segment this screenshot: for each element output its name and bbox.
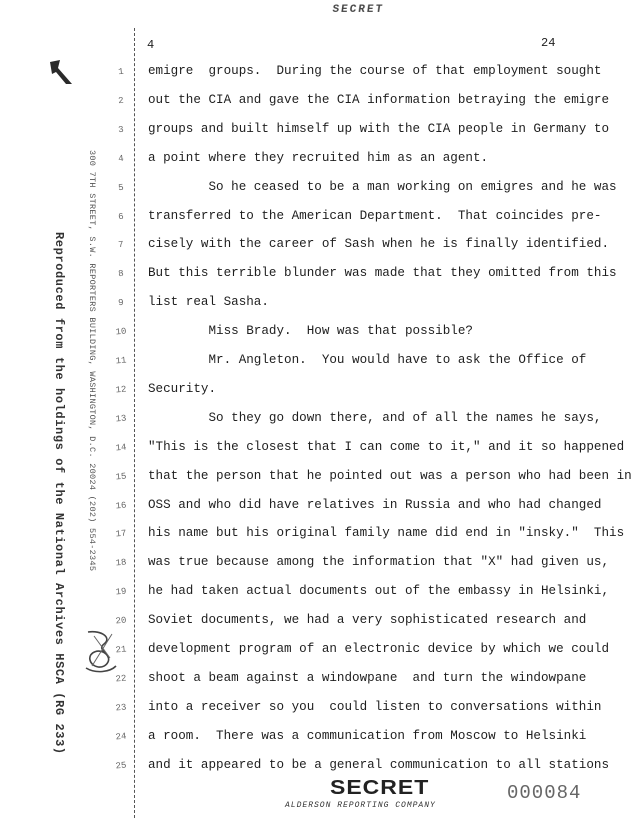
page-number: 24 bbox=[541, 36, 556, 50]
line-number: 23 bbox=[115, 702, 127, 714]
line-number: 8 bbox=[117, 269, 125, 280]
line-number: 10 bbox=[115, 326, 127, 338]
transcript-line: development program of an electronic device by which we could bbox=[148, 642, 610, 656]
transcript-line: a room. There was a communication from Moscow to Helsinki bbox=[148, 728, 587, 743]
transcript-line: emigre groups. During the course of that employment sought bbox=[148, 64, 602, 78]
left-margin-line bbox=[134, 28, 135, 818]
transcript-line: Miss Brady. How was that possible? bbox=[148, 324, 473, 339]
line-number: 11 bbox=[115, 355, 127, 367]
line-number: 24 bbox=[115, 731, 127, 743]
transcript-line: Mr. Angleton. You would have to ask the Office of bbox=[148, 353, 587, 367]
line-number: 4 bbox=[117, 153, 125, 164]
transcript-line: was true because among the information that "X" had given us, bbox=[148, 555, 610, 570]
line-number: 6 bbox=[117, 211, 125, 222]
top-classification-stamp: SECRET bbox=[331, 4, 385, 16]
reproduction-notice: Reproduced from the holdings of the National Archives HSCA (RG 233) bbox=[52, 232, 66, 755]
line-number: 18 bbox=[115, 557, 127, 569]
sheet-number: 4 bbox=[147, 38, 155, 52]
transcript-line: "This is the closest that I can come to it," and it so happened bbox=[148, 439, 625, 454]
margin-mark-icon bbox=[48, 58, 74, 86]
line-number: 17 bbox=[115, 528, 127, 540]
transcript-line: So they go down there, and of all the names he says, bbox=[148, 410, 602, 425]
transcript-line: transferred to the American Department. That coincides pre- bbox=[148, 208, 602, 223]
transcript-line: that the person that he pointed out was a person who had been in bbox=[148, 468, 632, 483]
classification-stamp: SECRET bbox=[330, 775, 430, 799]
line-number: 19 bbox=[115, 586, 127, 598]
line-number: 21 bbox=[115, 644, 127, 656]
transcript-line: into a receiver so you could listen to conversations within bbox=[148, 699, 602, 714]
line-number: 5 bbox=[117, 182, 125, 193]
transcript-line: groups and built himself up with the CIA people in Germany to bbox=[148, 121, 610, 136]
transcript-line: and it appeared to be a general communication to all stations bbox=[148, 757, 610, 772]
line-number: 15 bbox=[115, 471, 127, 483]
line-number: 7 bbox=[117, 240, 125, 251]
line-number: 16 bbox=[115, 499, 127, 512]
transcript-line: his name but his original family name did end in "insky." This bbox=[148, 526, 625, 541]
transcript-line: So he ceased to be a man working on emigres and he was bbox=[148, 179, 617, 194]
line-number: 13 bbox=[115, 413, 127, 425]
document-number: 000084 bbox=[507, 782, 582, 804]
transcript-line: OSS and who did have relatives in Russia and who had changed bbox=[148, 497, 602, 512]
transcript-line: Soviet documents, we had a very sophisticated research and bbox=[148, 613, 587, 628]
transcript-line: list real Sasha. bbox=[148, 295, 269, 310]
line-number: 12 bbox=[115, 384, 127, 396]
transcript-line: shoot a beam against a windowpane and turn the windowpane bbox=[148, 670, 587, 685]
line-number: 9 bbox=[117, 297, 125, 309]
line-number: 2 bbox=[117, 95, 125, 107]
line-number: 14 bbox=[115, 442, 127, 454]
transcript-line: cisely with the career of Sash when he is finally identified. bbox=[148, 237, 610, 252]
reporting-company: ALDERSON REPORTING COMPANY bbox=[285, 801, 436, 810]
line-number: 3 bbox=[117, 124, 125, 136]
transcript-line: he had taken actual documents out of the embassy in Helsinki, bbox=[148, 584, 610, 599]
line-number: 25 bbox=[115, 760, 127, 772]
transcript-line: a point where they recruited him as an agent. bbox=[148, 150, 489, 165]
line-number: 20 bbox=[115, 615, 127, 627]
transcript-line: out the CIA and gave the CIA information betraying the emigre bbox=[148, 92, 610, 107]
transcript-line: Security. bbox=[148, 381, 217, 396]
line-number: 22 bbox=[115, 673, 127, 685]
line-number: 1 bbox=[117, 66, 125, 78]
reporter-address: 300 7TH STREET, S.W. REPORTERS BUILDING, WASHINGTON, D.C. 20024 (202) 554-2345 bbox=[87, 150, 97, 572]
transcript-line: But this terrible blunder was made that they omitted from this bbox=[148, 266, 617, 281]
